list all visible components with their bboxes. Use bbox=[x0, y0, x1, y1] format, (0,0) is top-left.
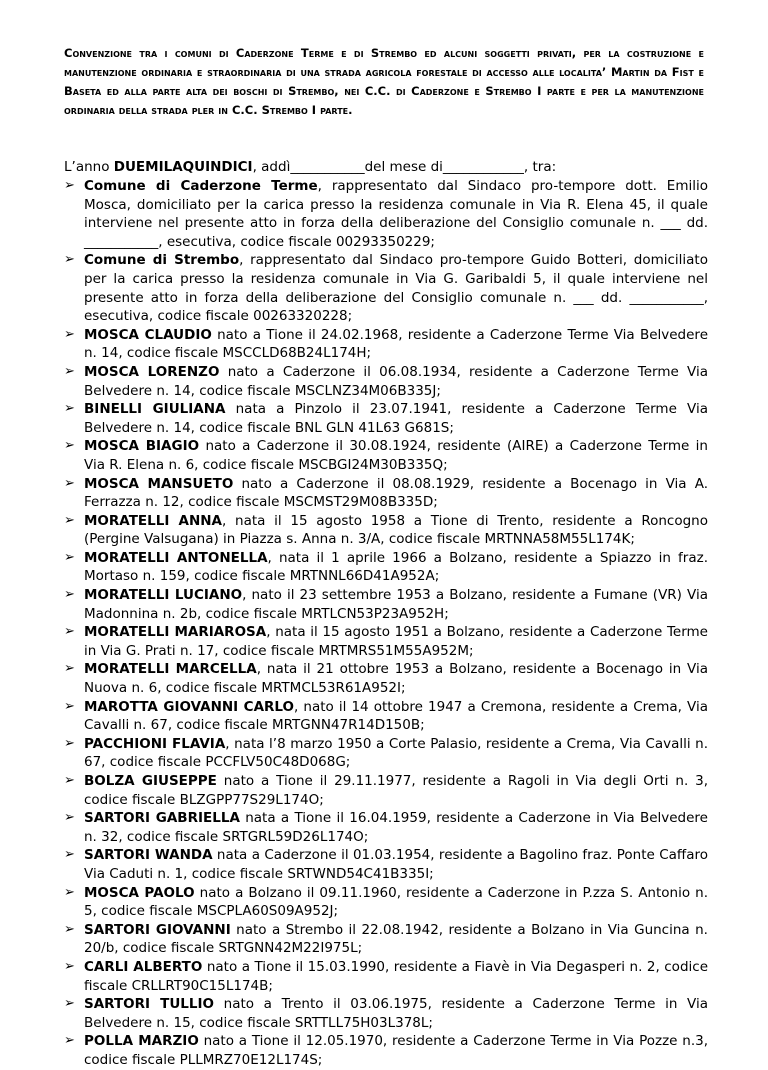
party-name: SARTORI GIOVANNI bbox=[84, 921, 231, 938]
party-details: nata a Pinzolo il 23.07.1941, residente a Caderzone Terme Via Belvedere n. 14, codice fiscale BNL GLN 41L63 G681S; bbox=[84, 401, 708, 436]
list-item bbox=[64, 660, 708, 697]
list-item bbox=[64, 623, 708, 660]
intro-year: DUEMILAQUINDICI bbox=[113, 159, 253, 175]
arrow-bullet-icon: ➢ bbox=[64, 363, 75, 379]
party-details: , nata l’8 marzo 1950 a Corte Palasio, residente a Crema, Via Cavalli n. 67, codice fiscale PCCFLV50C48D068G; bbox=[84, 735, 709, 771]
party-details: , nato il 23 settembre 1953 a Bolzano, residente a Fumane (VR) Via Madonnina n. 2b, codice fiscale MRTLCN53P23A952H; bbox=[84, 587, 708, 622]
party-details: nato a Tione il 15.03.1990, residente a Fiavè in Via Degasperi n. 2, codice fiscale CRLLRT90C15L174B; bbox=[84, 958, 708, 994]
party-name: PACCHIONI FLAVIA bbox=[84, 735, 226, 752]
list-item bbox=[64, 846, 708, 883]
arrow-bullet-icon: ➢ bbox=[64, 475, 75, 491]
party-name: MORATELLI ANTONELLA bbox=[84, 549, 268, 566]
intro-prefix: L’anno bbox=[64, 159, 114, 175]
party-name: MORATELLI LUCIANO bbox=[84, 587, 243, 604]
party-name: BINELLI GIULIANA bbox=[84, 401, 226, 418]
party-details: nato a Caderzone il 06.08.1934, residente a Caderzone Terme Via Belvedere n. 14, codice fiscale MSCLNZ34M06B335J; bbox=[84, 363, 708, 399]
list-item bbox=[64, 586, 708, 623]
party-details: nato a Strembo il 22.08.1942, residente a Bolzano in Via Guncina n. 20/b, codice fiscale SRTGNN42M22I975L; bbox=[84, 921, 708, 957]
party-name: SARTORI TULLIO bbox=[84, 996, 214, 1013]
list-item bbox=[64, 1032, 708, 1069]
party-details: nato a Caderzone il 08.08.1929, residente a Bocenago in Via A. Ferrazza n. 12, codice fiscale MSCMST29M08B335D; bbox=[84, 475, 708, 511]
party-name: MOSCA BIAGIO bbox=[84, 438, 200, 455]
list-item bbox=[64, 363, 708, 400]
arrow-bullet-icon: ➢ bbox=[64, 661, 75, 677]
arrow-bullet-icon: ➢ bbox=[64, 773, 75, 788]
party-details: nata a Caderzone il 01.03.1954, residente a Bagolino fraz. Ponte Caffaro Via Caduti n. 1, codice fiscale SRTWND54C41B335I; bbox=[84, 847, 708, 882]
arrow-bullet-icon: ➢ bbox=[64, 512, 75, 528]
arrow-bullet-icon: ➢ bbox=[64, 326, 75, 342]
list-item bbox=[64, 437, 708, 474]
party-name: SARTORI GABRIELLA bbox=[84, 810, 240, 827]
list-item bbox=[64, 512, 708, 549]
arrow-bullet-icon: ➢ bbox=[64, 698, 75, 714]
party-details: , rappresentato dal Sindaco pro-tempore dott. Emilio Mosca, domiciliato per la carica presso la residenza comunale in Via R. Elena 45, il quale interviene nel presente atto in forza della deliberazione del Consiglio comunale n. ___ dd. ___________, esecutiva, codice fiscale 00293350229; bbox=[84, 178, 708, 250]
list-item bbox=[64, 326, 708, 363]
party-name: MORATELLI MARIAROSA bbox=[84, 624, 267, 641]
arrow-bullet-icon: ➢ bbox=[64, 884, 75, 900]
arrow-bullet-icon: ➢ bbox=[64, 178, 75, 193]
parties-list bbox=[64, 177, 708, 1070]
list-item bbox=[64, 177, 708, 251]
arrow-bullet-icon: ➢ bbox=[64, 847, 75, 863]
arrow-bullet-icon: ➢ bbox=[64, 921, 75, 937]
party-name: MORATELLI ANNA bbox=[84, 512, 222, 529]
party-name: BOLZA GIUSEPPE bbox=[84, 773, 217, 789]
party-details: , nata il 15 agosto 1958 a Tione di Trento, residente a Roncogno (Pergine Valsugana) in Piazza s. Anna n. 3/A, codice fiscale MRTNNA58M55L174K; bbox=[84, 512, 708, 548]
list-item bbox=[64, 400, 708, 437]
party-details: nato a Tione il 29.11.1977, residente a Ragoli in Via degli Orti n. 3, codice fiscale BLZGPP77S29L174O; bbox=[84, 773, 708, 808]
arrow-bullet-icon: ➢ bbox=[64, 996, 75, 1012]
arrow-bullet-icon: ➢ bbox=[64, 958, 75, 974]
party-name: MOSCA PAOLO bbox=[84, 884, 195, 901]
party-name: SARTORI WANDA bbox=[84, 847, 213, 864]
list-item bbox=[64, 809, 708, 846]
document-title: Convenzione tra i comuni di Caderzone Terme e di Strembo ed alcuni soggetti privati, per la costruzione e manutenzione ordinaria e straordinaria di una strada agricola forestale di accesso alle localita’ Martin da Fist e Baseta ed alla parte alta dei boschi di Strembo, nei C.C. di Caderzone e Strembo I parte e per la manutenzione ordinaria della strada pler in C.C. Strembo I parte. bbox=[64, 46, 704, 117]
arrow-bullet-icon: ➢ bbox=[64, 624, 75, 640]
list-item bbox=[64, 549, 708, 586]
party-name: MOSCA CLAUDIO bbox=[84, 326, 212, 343]
list-item bbox=[64, 772, 708, 809]
party-details: , nata il 15 agosto 1951 a Bolzano, residente a Caderzone Terme in Via G. Prati n. 17, codice fiscale MRTMRS51M55A952M; bbox=[84, 624, 708, 659]
list-item bbox=[64, 735, 708, 772]
list-item bbox=[64, 995, 708, 1032]
list-item bbox=[64, 958, 708, 995]
party-details: nato a Bolzano il 09.11.1960, residente a Caderzone in P.zza S. Antonio n. 5, codice fiscale MSCPLA60S09A952J; bbox=[84, 884, 708, 920]
party-details: , rappresentato dal Sindaco pro-tempore Guido Botteri, domiciliato per la carica presso la residenza comunale in Via G. Garibaldi 5, il quale interviene nel presente atto in forza della deliberazione del Consiglio comunale n. ___ dd. ___________, esecutiva, codice fiscale 00263320228; bbox=[84, 252, 708, 325]
party-details: nata a Tione il 16.04.1959, residente a Caderzone in Via Belvedere n. 32, codice fiscale SRTGRL59D26L174O; bbox=[84, 810, 708, 845]
arrow-bullet-icon: ➢ bbox=[64, 438, 75, 454]
arrow-bullet-icon: ➢ bbox=[64, 810, 75, 826]
party-name: Comune di Caderzone Terme bbox=[84, 178, 318, 194]
party-name: Comune di Strembo bbox=[84, 252, 240, 269]
party-details: nato a Tione il 12.05.1970, residente a Caderzone Terme in Via Pozze n.3, codice fiscale PLLMRZ70E12L174S; bbox=[84, 1033, 708, 1068]
party-name: MAROTTA GIOVANNI CARLO bbox=[84, 698, 295, 715]
arrow-bullet-icon: ➢ bbox=[64, 587, 75, 603]
intro-line bbox=[64, 158, 704, 177]
list-item bbox=[64, 251, 708, 325]
party-details: nato a Tione il 24.02.1968, residente a Caderzone Terme Via Belvedere n. 14, codice fiscale MSCCLD68B24L174H; bbox=[84, 326, 708, 362]
arrow-bullet-icon: ➢ bbox=[64, 549, 75, 565]
party-name: CARLI ALBERTO bbox=[84, 958, 203, 975]
party-name: MOSCA LORENZO bbox=[84, 363, 220, 380]
party-details: nato a Trento il 03.06.1975, residente a Caderzone Terme in Via Belvedere n. 15, codice fiscale SRTTLL75H03L378L; bbox=[84, 996, 709, 1031]
list-item bbox=[64, 884, 708, 921]
party-details: , nata il 1 aprile 1966 a Bolzano, residente a Spiazzo in fraz. Mortaso n. 159, codice fiscale MRTNNL66D41A952A; bbox=[84, 549, 708, 585]
arrow-bullet-icon: ➢ bbox=[64, 735, 75, 751]
party-details: , nata il 21 ottobre 1953 a Bolzano, residente a Bocenago in Via Nuova n. 6, codice fiscale MRTMCL53R61A952I; bbox=[84, 661, 708, 697]
party-name: MORATELLI MARCELLA bbox=[84, 661, 257, 678]
party-name: MOSCA MANSUETO bbox=[84, 475, 234, 492]
arrow-bullet-icon: ➢ bbox=[64, 1033, 75, 1049]
arrow-bullet-icon: ➢ bbox=[64, 252, 75, 268]
party-details: , nato il 14 ottobre 1947 a Cremona, residente a Crema, Via Cavalli n. 67, codice fiscale MRTGNN47R14D150B; bbox=[84, 698, 708, 734]
list-item bbox=[64, 698, 708, 735]
list-item bbox=[64, 921, 708, 958]
party-details: nato a Caderzone il 30.08.1924, residente (AIRE) a Caderzone Terme in Via R. Elena n. 6, codice fiscale MSCBGI24M30B335Q; bbox=[84, 438, 708, 473]
arrow-bullet-icon: ➢ bbox=[64, 401, 75, 417]
list-item bbox=[64, 475, 708, 512]
party-name: POLLA MARZIO bbox=[84, 1033, 199, 1050]
intro-rest: , addì___________del mese di____________, tra: bbox=[252, 159, 557, 175]
